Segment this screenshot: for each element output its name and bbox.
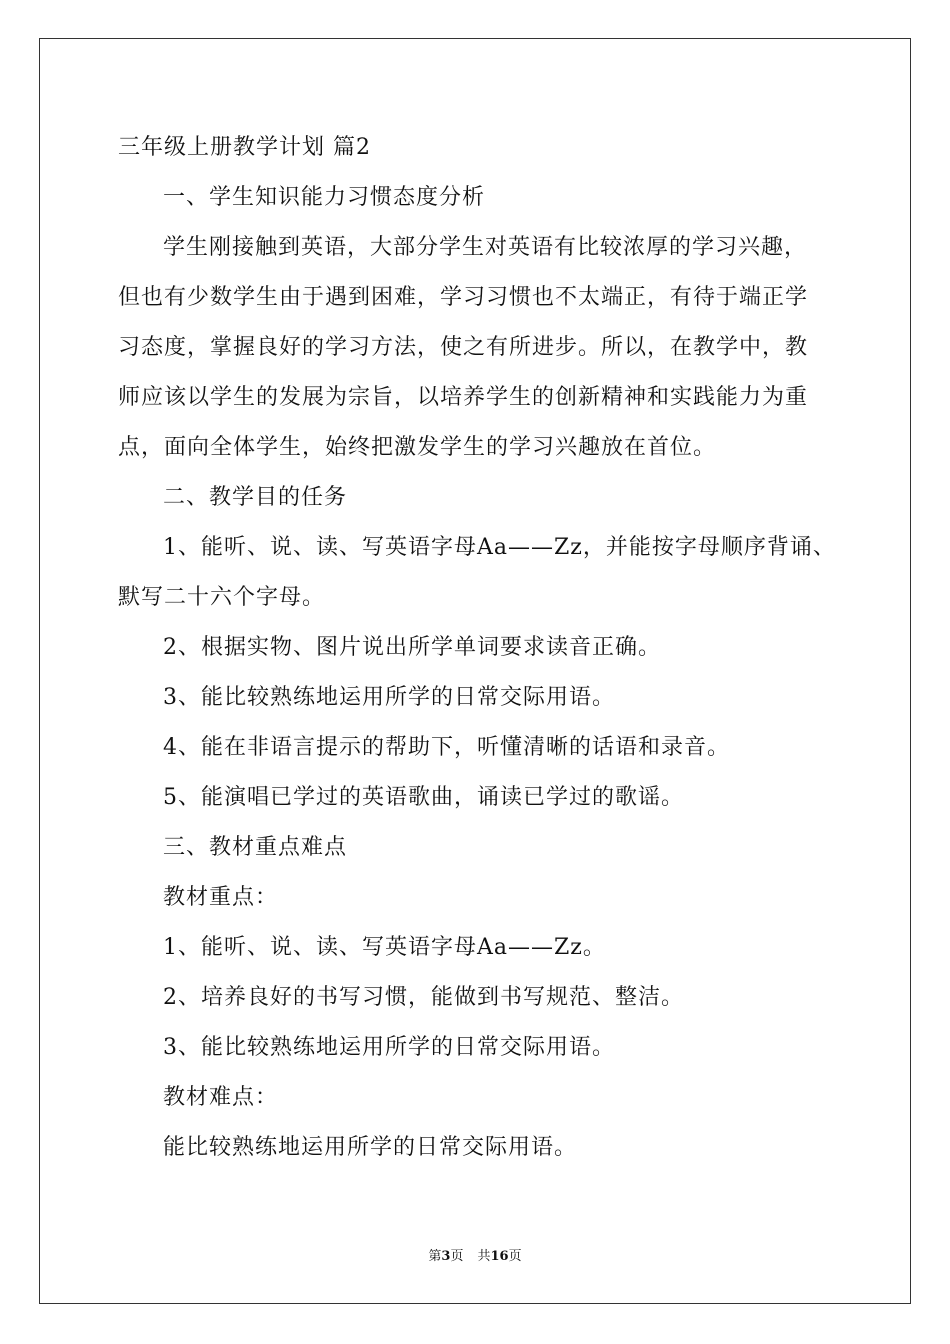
paragraph-line: 能比较熟练地运用所学的日常交际用语。	[163, 1135, 578, 1160]
paragraph-line: 学生刚接触到英语，大部分学生对英语有比较浓厚的学习兴趣，	[163, 235, 808, 260]
section-heading-1: 一、学生知识能力习惯态度分析	[163, 185, 486, 210]
page-prefix: 第	[428, 1249, 442, 1264]
list-item: 5、能演唱已学过的英语歌曲，诵读已学过的歌谣。	[163, 785, 684, 810]
subheading-difficulties: 教材难点：	[163, 1085, 279, 1110]
list-item: 3、能比较熟练地运用所学的日常交际用语。	[163, 685, 615, 710]
list-item: 2、培养良好的书写习惯，能做到书写规范、整洁。	[163, 985, 684, 1010]
list-item-continuation: 默写二十六个字母。	[118, 585, 326, 610]
total-suffix: 页	[508, 1249, 522, 1264]
paragraph-line: 点，面向全体学生，始终把激发学生的学习兴趣放在首位。	[118, 435, 717, 460]
list-item: 2、根据实物、图片说出所学单词要求读音正确。	[163, 635, 661, 660]
total-pages: 16	[490, 1249, 509, 1264]
paragraph-line: 师应该以学生的发展为宗旨，以培养学生的创新精神和实践能力为重	[118, 385, 809, 410]
list-item: 3、能比较熟练地运用所学的日常交际用语。	[163, 1035, 615, 1060]
section-heading-2: 二、教学目的任务	[163, 485, 348, 510]
paragraph-line: 习态度，掌握良好的学习方法，使之有所进步。所以，在教学中，教	[118, 335, 809, 360]
list-item: 4、能在非语言提示的帮助下，听懂清晰的话语和录音。	[163, 735, 730, 760]
total-prefix: 共	[477, 1249, 491, 1264]
section-heading-3: 三、教材重点难点	[163, 835, 348, 860]
page-suffix: 页	[450, 1249, 464, 1264]
page-border	[39, 38, 911, 1304]
subheading-key-points: 教材重点：	[163, 885, 279, 910]
list-item: 1、能听、说、读、写英语字母Aa——Zz，并能按字母顺序背诵、	[163, 535, 836, 560]
page-footer	[0, 1248, 950, 1266]
page-number: 3	[441, 1249, 451, 1264]
paragraph-line: 但也有少数学生由于遇到困难，学习习惯也不太端正，有待于端正学	[118, 285, 809, 310]
list-item: 1、能听、说、读、写英语字母Aa——Zz。	[163, 935, 606, 960]
document-title: 三年级上册教学计划 篇2	[118, 135, 371, 160]
